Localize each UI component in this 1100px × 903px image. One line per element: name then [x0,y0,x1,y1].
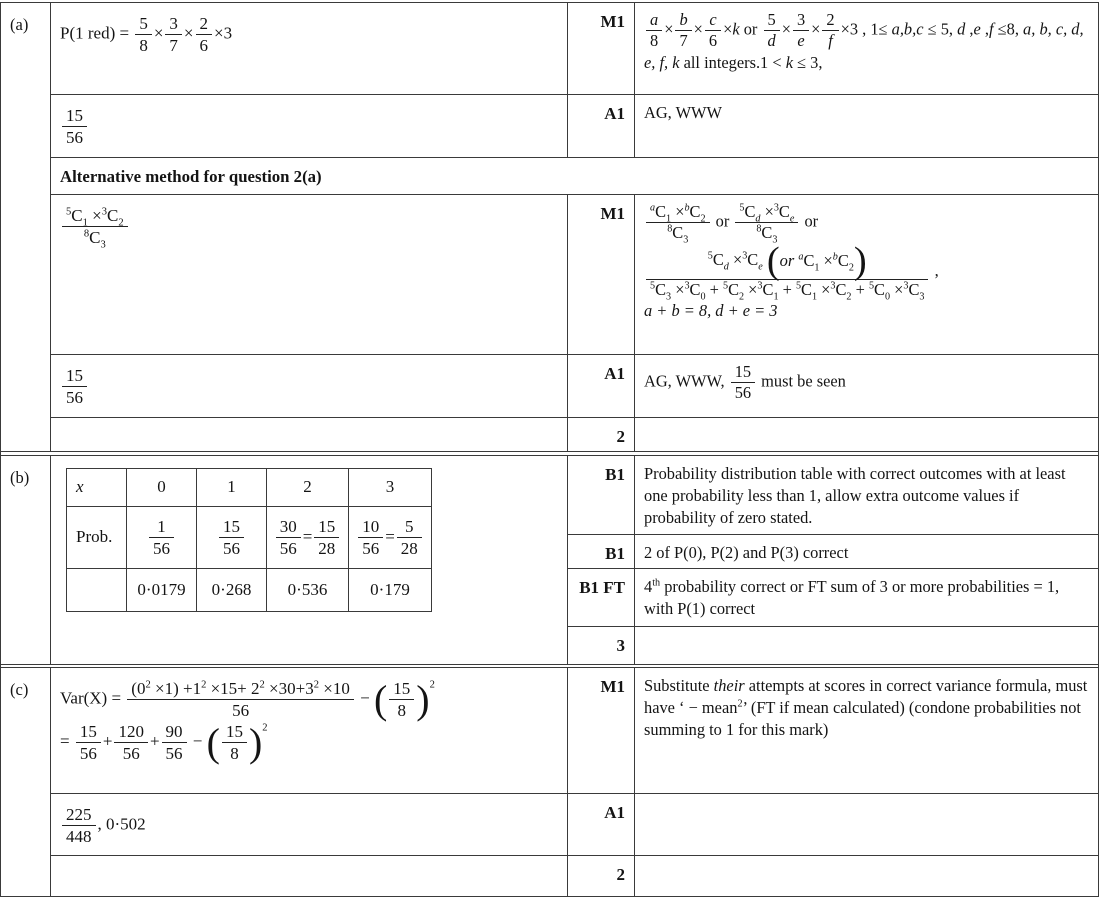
superscript [684,203,689,214]
big-parens [767,245,867,278]
prob-cell: Prob. [67,507,127,569]
denominator: 56 [153,538,170,558]
denominator: $^8C_3$ [756,223,778,246]
superscript: 3 [742,250,748,262]
fraction [62,805,96,846]
note-cell [635,627,1098,664]
numerator: $^5C_d \times^3C_e$ ( or $^aC_1 \times^bC_2$ ) [646,245,928,280]
prob-header-cell: 1 [197,469,267,507]
fraction [314,517,339,558]
prob-cell: 0·536 [267,569,349,611]
superscript: 3 [830,280,836,292]
note-cell [635,418,1098,451]
note-cell: Substitute their attempts at scores in correct variance formula, must have ‘ − mean$^2$’ (FT if mean calculated) (condone probabilities not summing to 1 for this mark) [635,668,1098,794]
mark-cell: M1 [568,3,635,95]
superscript [833,251,838,262]
superscript: 3 [684,280,690,292]
subscript: 1 [666,213,672,225]
work-cell: $\frac{225}{448}$ , 0·502 [51,794,568,856]
denominator: 7 [679,31,688,51]
fraction [646,202,710,246]
superscript: 3 [101,206,107,218]
fraction [62,366,87,407]
numerator: $^5C_d \times^3C_e$ [735,203,798,223]
numerator: $^aC_1 \times^bC_2$ [646,203,710,223]
fraction [735,202,798,246]
superscript [650,203,655,214]
parens-content [387,678,416,721]
italic-text: or [779,250,795,270]
subscript: 3 [683,234,689,246]
italic-text: a [650,10,659,29]
numerator: 15 [314,517,339,538]
italic-text: e [789,213,795,225]
fraction [219,517,244,558]
numerator: 2 [196,14,213,35]
denominator: 8 [230,744,239,764]
subscript: 1 [814,262,820,274]
denominator: 56 [122,744,140,764]
numerator: $^5C_1 \times^3C_2$ [62,206,128,227]
fraction [162,722,187,763]
big-parens [207,721,263,764]
denominator: 8 [139,36,148,56]
superscript: 5 [66,206,72,218]
section-b [1,456,1098,664]
mark-cell: A1 [568,355,635,418]
fraction [149,517,174,558]
prob-header-cell [67,469,127,507]
mark-cell: B1 FT [568,569,635,627]
fraction [646,11,662,51]
denominator: 56 [66,128,83,148]
work-cell [51,856,568,896]
numerator: 1 [149,517,174,538]
superscript: 5 [707,250,713,262]
numerator: 15 [731,363,755,383]
mark-cell: M1 [568,668,635,794]
numerator: 15 [219,517,244,538]
note-cell [635,856,1098,896]
subscript [790,213,795,224]
total-marks-cell: 2 [568,418,635,451]
fraction [76,722,101,763]
denominator: 56 [232,701,250,721]
numerator: 5 [397,517,422,538]
work-cell [51,355,568,418]
note-cell: $\frac{a}{8}$ × $\frac{b}{7}$ × $\frac{c}{6}$ ×k or $\frac{5}{d}$ × $\frac{3}{e}$ × $\frac{2}{f}$ ×3 , 1≤ a,b,c ≤ 5, d ,e ,f ≤8, a, b, c, d, e, f, k all integers.1 < k ≤ 3, [635,3,1098,95]
fraction [358,517,383,558]
superscript: 5 [795,280,802,292]
total-marks-cell: 2 [568,856,635,896]
note-cell: 2 of P(0), P(2) and P(3) correct [635,535,1098,569]
superscript: 8 [83,228,90,240]
subscript: 1 [82,217,88,229]
superscript: 2 [262,722,268,734]
superscript: 2 [313,679,319,691]
numerator: 3 [793,11,809,31]
italic-text: b [679,10,688,29]
superscript: 8 [667,223,673,235]
superscript: 2 [737,698,743,710]
italic-text: a + b = 8, d + e = 3 [644,300,778,320]
note-cell [635,794,1098,856]
note-cell: AG, WWW, $\frac{15}{56}$ must be seen [635,355,1098,418]
fraction [646,245,928,302]
superscript: 5 [650,280,656,292]
italic-text: k [785,52,793,72]
numerator: 10 [358,517,383,538]
subscript: 2 [739,290,745,302]
italic-text: d [723,261,729,273]
numerator: ( 15 [222,722,247,743]
part-label: (a) [1,3,51,451]
numerator: 5 [764,11,780,31]
superscript: 3 [757,280,763,292]
fraction [62,106,87,147]
italic-text: a,b,c [891,19,924,39]
subscript [758,261,763,272]
fraction [675,11,691,51]
part-label: (b) [1,456,51,664]
mark-cell: B1 [568,456,635,535]
fraction [222,722,247,763]
italic-text: d [755,213,761,225]
subscript: 3 [919,290,925,302]
italic-text: x [76,477,84,497]
prob-cell [197,507,267,569]
italic-text: a [650,202,656,214]
subscript: 2 [700,213,706,225]
superscript [798,251,803,262]
subscript: 3 [772,234,778,246]
numerator: 3 [165,14,182,35]
denominator: $^5C_3 \times^3C_0 + ^5C_2 \times^3C_1 + ^5C_1 \times^3C_2 + ^5C_0 \times^3C_3$ [650,279,925,302]
denominator: 6 [708,31,718,51]
prob-cell: $\frac{10}{56}$ = $\frac{5}{28}$ [349,507,431,569]
prob-cell: 0·268 [197,569,267,611]
italic-text: d [957,19,966,39]
subscript: 2 [846,290,852,302]
numerator [705,11,721,31]
denominator: 56 [223,538,240,558]
subscript: 3 [100,239,106,251]
italic-text: f [828,31,833,51]
subscript: 0 [884,290,891,302]
fraction [196,14,213,55]
work-cell [51,195,568,355]
italic-text: a, b, c, d, e, f, k [644,19,1084,72]
numerator [675,11,691,31]
italic-text: a [798,251,804,263]
subscript: 1 [811,290,818,302]
italic-text: b [832,251,838,263]
fraction [62,206,128,251]
fraction [127,679,354,720]
subscript: 0 [700,290,706,302]
denominator: 56 [362,538,380,558]
fraction [705,11,721,51]
section-c [1,668,1098,896]
denominator [822,31,838,50]
superscript: 2 [259,679,265,691]
numerator: 5 [135,14,152,35]
denominator: 56 [279,538,297,558]
prob-cell [127,507,197,569]
numerator: 30 [276,517,301,538]
denominator: 56 [79,744,97,764]
numerator: 15 [76,722,101,743]
numerator: 90 [162,722,187,743]
italic-text: their [713,676,745,696]
section-a [1,3,1098,451]
alt-method-header: Alternative method for question 2(a) [51,158,1098,195]
prob-cell: 0·0179 [127,569,197,611]
subscript: 1 [773,290,779,302]
italic-text: d [767,31,776,51]
denominator: 6 [199,36,209,56]
denominator: 28 [318,538,336,558]
work-cell [51,95,568,158]
fraction [731,363,755,403]
denominator: 7 [169,36,178,56]
mark-cell: B1 [568,535,635,569]
fraction [135,14,152,55]
subscript [755,213,760,224]
denominator [764,31,780,50]
denominator: 8 [650,31,659,51]
italic-text: e [758,261,763,273]
fraction [793,11,809,51]
fraction [822,11,838,51]
numerator: 225 [62,805,96,826]
italic-text: e [797,31,805,51]
superscript: 3 [903,280,909,292]
numerator: 120 [114,722,148,743]
work-cell: Var(X) = $\frac{(0^2 \times 1) +1^2 \times 15+ 2^2 \times 30+3^2 \times 10}{56}$ − ( $\frac{15}{8}$ ) $^2$ = $\frac{15}{56}$ + $\frac{120}{56}$ + $\frac{90}{56}$ − ( $\frac{15}{8}$ ) $^2$ [51,668,568,794]
note-cell: $\frac{^aC_1 \times^bC_2}{^8C_3}$ or $\frac{^5C_d \times^3C_e}{^8C_3}$ or $^5C_d \times^3C_e$ ( or $^aC_1 \times^bC_2$ ) $^5C_3 \times^3C_0 + ^5C_2 \times^3C_1 + ^5C_1 \times^3C_2 + ^5C_0 \times^3C_3$ , a + b = 8, d + e = 3 [635,195,1098,355]
subscript [724,261,729,272]
big-parens [374,678,430,721]
superscript: th [652,577,661,589]
subscript: 2 [118,217,124,229]
work-cell [51,456,568,664]
italic-text: b [684,202,690,214]
prob-cell: 0·179 [370,579,410,599]
denominator: 28 [400,538,418,558]
fraction [389,679,414,720]
prob-cell [67,569,127,611]
superscript: 2 [201,679,207,691]
subscript: 2 [848,262,854,274]
numerator: 15 [62,366,87,387]
superscript: 3 [773,202,779,214]
fraction [764,11,780,51]
superscript: 5 [739,202,745,214]
mark-scheme-table [0,2,1099,897]
numerator [646,11,662,31]
fraction [165,14,182,55]
superscript: 8 [756,223,762,235]
note-cell: Probability distribution table with correct outcomes with at least one probability less than 1, allow extra outcome values if probability of zero stated. [635,456,1098,535]
prob-header-cell: 0 [127,469,197,507]
numerator: 2 [822,11,838,31]
mark-cell: M1 [568,195,635,355]
superscript: 2 [429,679,435,691]
denominator: 56 [66,388,83,408]
denominator: $^8C_3$ [667,223,689,246]
subscript: 3 [666,290,672,302]
superscript: 5 [868,280,875,292]
italic-text: e [973,19,981,39]
numerator: ( 15 [389,679,414,700]
note-cell: AG, WWW [635,95,1098,158]
denominator: 448 [66,827,92,847]
denominator: $^8C_3$ [83,228,106,251]
italic-text: f [989,19,994,39]
mark-cell: A1 [568,95,635,158]
numerator: $(0^2 \times 1) +1^2 \times 15+ 2^2 \times 30+3^2 \times 10$ [127,679,354,700]
prob-header-cell: 3 [349,469,431,507]
superscript: 5 [722,280,729,292]
note-cell: 4th probability correct or FT sum of 3 or more probabilities = 1, with P(1) correct [635,569,1098,627]
parens-content: ( or $^aC_1 \times^bC_2$ [779,250,854,274]
part-label: (c) [1,668,51,896]
fraction [397,517,422,558]
mark-cell: A1 [568,794,635,856]
numerator: 15 [62,106,87,127]
italic-text: k [732,19,740,39]
probability-table [66,468,432,612]
denominator: 8 [397,701,406,721]
italic-text: c [709,10,717,29]
work-cell [51,418,568,451]
parens-content [220,721,249,764]
denominator [793,31,809,50]
fraction [276,517,301,558]
total-marks-cell: 3 [568,627,635,664]
prob-header-cell: 2 [267,469,349,507]
fraction [114,722,148,763]
denominator: 56 [734,383,752,403]
prob-cell: $\frac{30}{56}$ = $\frac{15}{28}$ [267,507,349,569]
work-cell: P(1 red) = $\frac{5}{8}$ × $\frac{3}{7}$ × $\frac{2}{6}$ ×3 [51,3,568,95]
denominator: 56 [165,744,183,764]
superscript: 2 [145,679,151,691]
